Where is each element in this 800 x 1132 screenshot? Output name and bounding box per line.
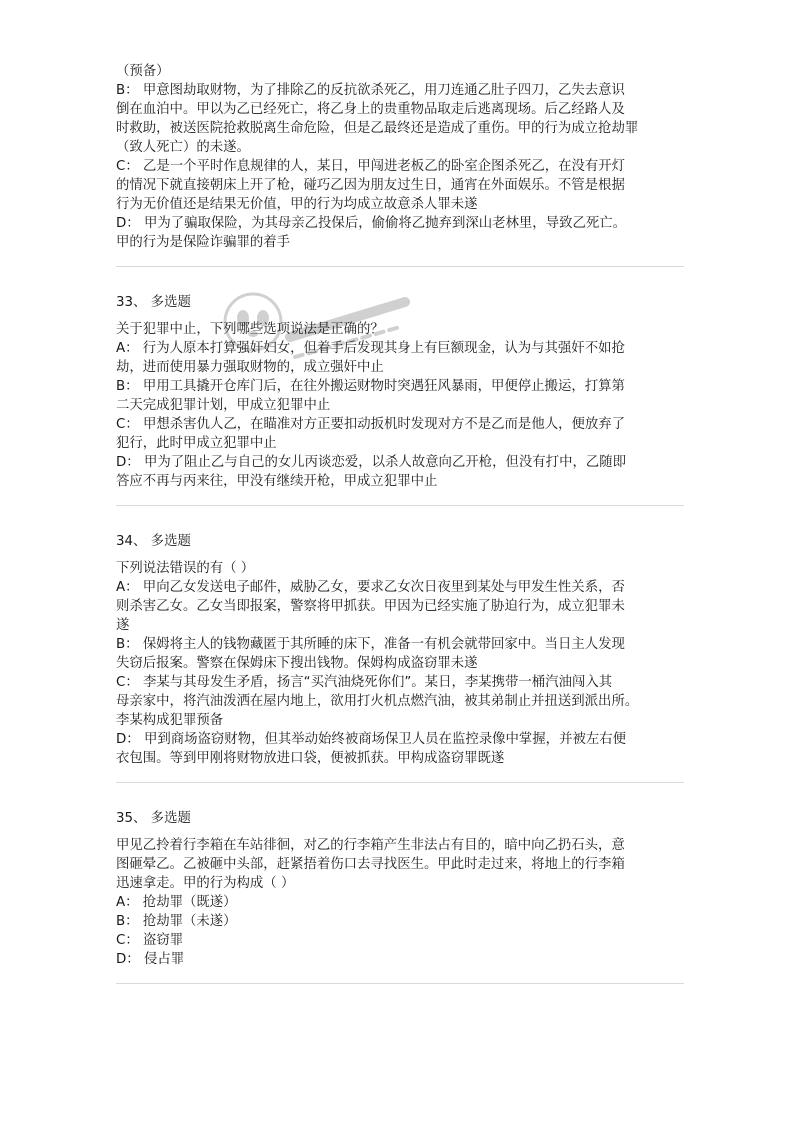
- text-line: 劫，进而使用暴力强取财物的，成立强奸中止: [116, 360, 384, 375]
- option-a: A： 甲向乙女发送电子邮件，威胁乙女，要求乙女次日夜里到某处与甲发生性关系，否: [116, 580, 625, 595]
- text-line: 的情况下就直接朝床上开了枪，碰巧乙因为朋友过生日，通宵在外面娱乐。不管是根据: [116, 178, 625, 193]
- option-d: D： 甲到商场盗窃财物，但其举动始终被商场保卫人员在监控录像中掌握，并被左右便: [116, 732, 627, 747]
- option-c: C： 盗窃罪: [116, 933, 184, 948]
- option-a: A： 行为人原本打算强奸妇女，但着手后发现其身上有巨额现金，认为与其强奸不如抢: [116, 341, 625, 356]
- option-b: B： 保姆将主人的钱物藏匿于其所睡的床下，准备一有机会就带回家中。当日主人发现: [116, 637, 625, 652]
- question-stem: 甲见乙拎着行李箱在车站徘徊，对乙的行李箱产生非法占有目的，暗中向乙扔石头，意: [116, 838, 625, 853]
- option-c: C： 乙是一个平时作息规律的人，某日，甲闯进老板乙的卧室企图杀死乙，在没有开灯: [116, 159, 626, 174]
- question-stem: 下列说法错误的有（ ）: [116, 561, 255, 576]
- text-line: 迅速拿走。甲的行为构成（ ）: [116, 876, 295, 891]
- option-d: D： 甲为了骗取保险，为其母亲乙投保后，偷偷将乙抛弃到深山老林里，导致乙死亡。: [116, 216, 627, 231]
- option-a: A： 抢劫罪（既遂）: [116, 895, 237, 910]
- option-c: C： 李某与其母发生矛盾，扬言“买汽油烧死你们”。某日，李某携带一桶汽油闯入其: [116, 675, 613, 690]
- text-line: 答应不再与丙来往，甲没有继续开枪，甲成立犯罪中止: [116, 474, 438, 489]
- question-header: 34、 多选题: [116, 534, 191, 549]
- option-d: D： 侵占罪: [116, 952, 185, 967]
- text-line: （预备）: [116, 64, 170, 79]
- text-line: 二天完成犯罪计划，甲成立犯罪中止: [116, 398, 331, 413]
- document-page: [116, 62, 688, 984]
- divider: [116, 983, 684, 984]
- text-line: 甲的行为是保险诈骗罪的着手: [116, 235, 291, 250]
- option-b: B： 甲用工具撬开仓库门后，在往外搬运财物时突遇狂风暴雨，甲便停止搬运，打算第: [116, 379, 625, 394]
- text-line: 犯行，此时甲成立犯罪中止: [116, 436, 277, 451]
- question-header: 33、 多选题: [116, 295, 191, 310]
- option-c: C： 甲想杀害仇人乙，在瞄准对方正要扣动扳机时发现对方不是乙而是他人，便放弃了: [116, 417, 626, 432]
- text-line: 李某构成犯罪预备: [116, 713, 224, 728]
- text-line: 失窃后报案。警察在保姆床下搜出钱物。保姆构成盗窃罪未遂: [116, 656, 478, 671]
- option-d: D： 甲为了阻止乙与自己的女儿丙谈恋爱，以杀人故意向乙开枪，但没有打中，乙随即: [116, 455, 627, 470]
- fragment-section: [116, 62, 688, 252]
- text-line: 行为无价值还是结果无价值，甲的行为均成立故意杀人罪未遂: [116, 197, 478, 212]
- option-b: B： 甲意图劫取财物，为了排除乙的反抗欲杀死乙，用刀连通乙肚子四刀，乙失去意识: [116, 83, 625, 98]
- text-line: 时救助，被送医院抢救脱离生命危险，但是乙最终还是造成了重伤。甲的行为成立抢劫罪: [116, 121, 639, 136]
- question-header: 35、 多选题: [116, 811, 191, 826]
- text-line: 遂: [116, 618, 130, 633]
- option-b: B： 抢劫罪（未遂）: [116, 914, 237, 929]
- question-35: [116, 809, 688, 969]
- question-33: [116, 293, 688, 491]
- question-stem: 关于犯罪中止，下列哪些选项说法是正确的？: [116, 322, 384, 337]
- text-line: 倒在血泊中。甲以为乙已经死亡，将乙身上的贵重物品取走后逃离现场。后乙经路人及: [116, 102, 625, 117]
- text-line: 则杀害乙女。乙女当即报案，警察将甲抓获。甲因为已经实施了胁迫行为，成立犯罪未: [116, 599, 625, 614]
- text-line: 图砸晕乙。乙被砸中头部，赶紧捂着伤口去寻找医生。甲此时走过来，将地上的行李箱: [116, 857, 625, 872]
- text-line: 母亲家中，将汽油泼洒在屋内地上，欲用打火机点燃汽油，被其弟制止并扭送到派出所。: [116, 694, 639, 709]
- question-34: [116, 532, 688, 768]
- text-line: （致人死亡）的未遂。: [116, 140, 250, 155]
- text-line: 衣包围。等到甲刚将财物放进口袋，便被抓获。甲构成盗窃罪既遂: [116, 751, 505, 766]
